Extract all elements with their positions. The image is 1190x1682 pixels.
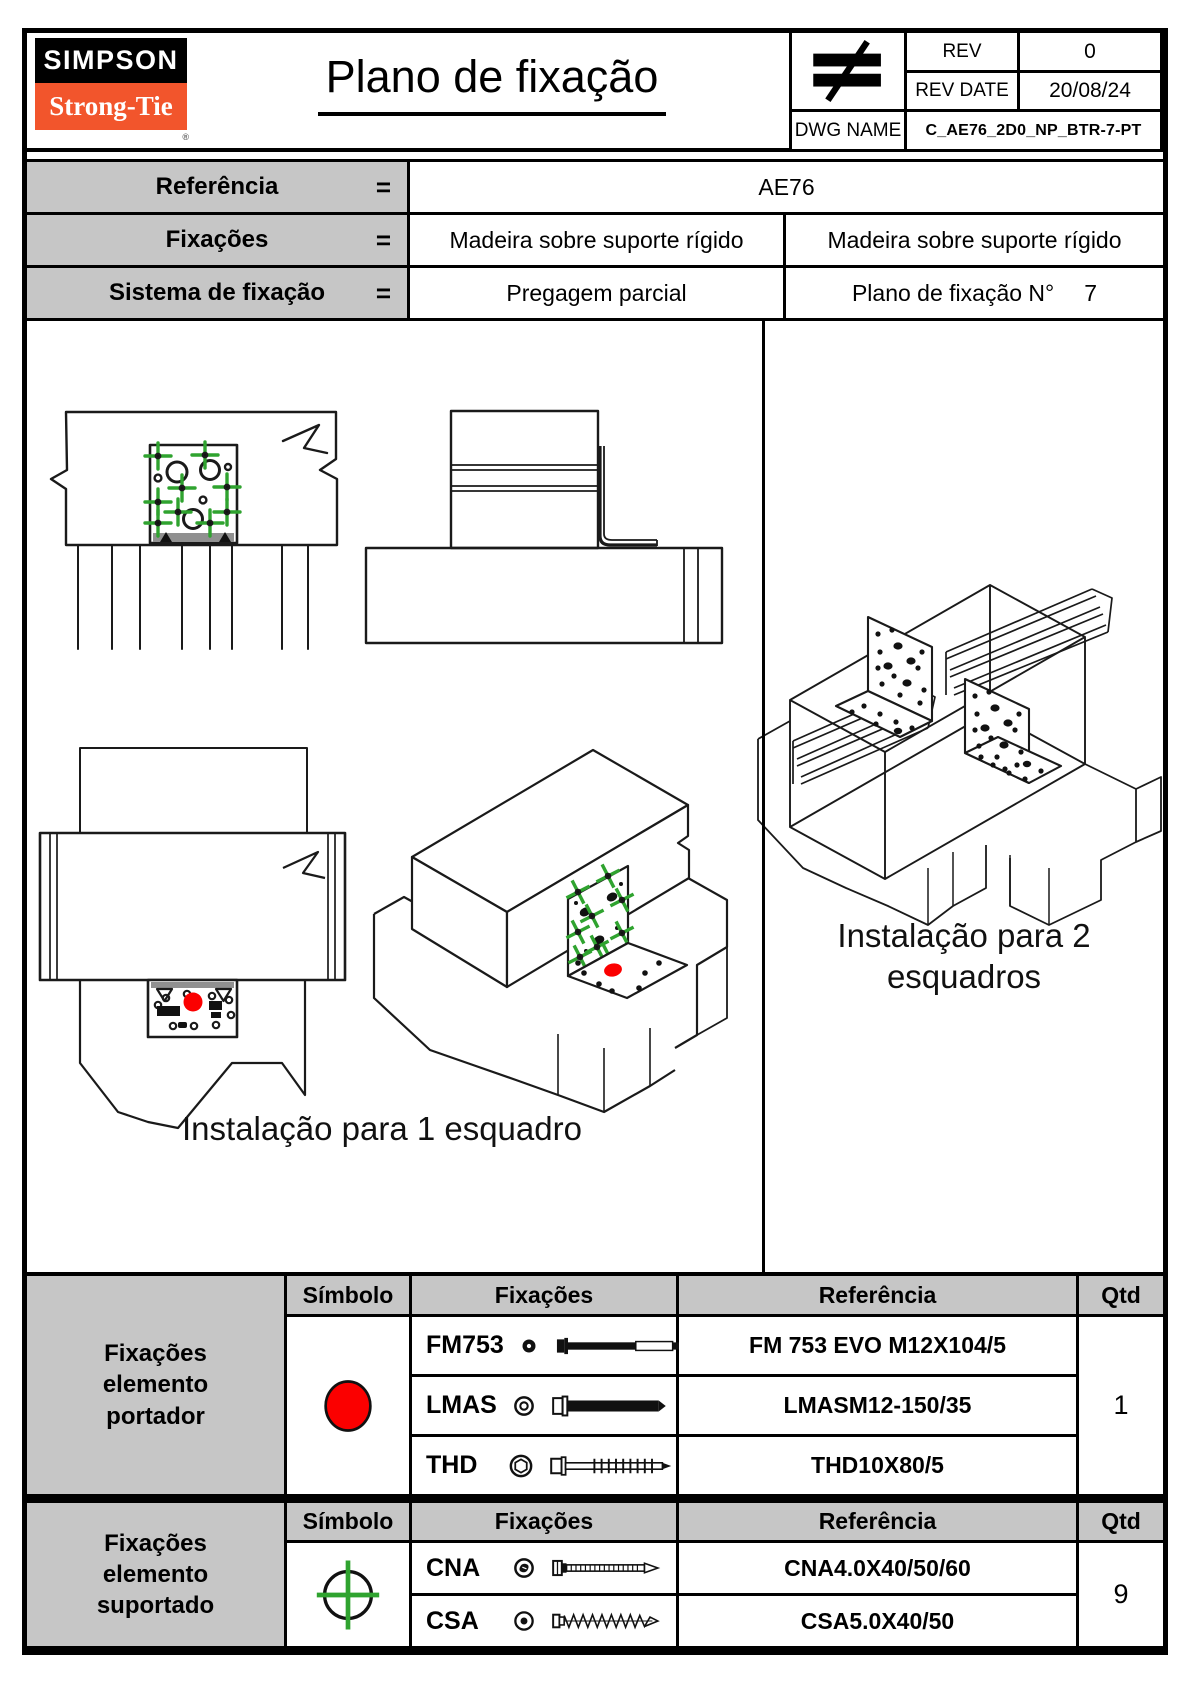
lmas-head-icon (510, 1392, 538, 1420)
group-label-suportado: Fixações elemento suportado (27, 1503, 284, 1646)
header-referencia: Referência (679, 1276, 1076, 1314)
lmas-anchor-icon (550, 1392, 676, 1420)
info-value-fixacoes-left: Madeira sobre suporte rígido (410, 215, 783, 265)
simpson-strongtie-logo (35, 38, 189, 142)
red-circle-symbol-icon (316, 1373, 380, 1439)
qty-portador: 1 (1079, 1317, 1163, 1494)
fixings-table-suportado (27, 1497, 1163, 1650)
qty-suportado: 9 (1079, 1543, 1163, 1646)
reference-cna: CNA4.0X40/50/60 (679, 1543, 1076, 1593)
equals-sign: = (375, 171, 391, 202)
caption-two-brackets: Instalação para 2 esquadros (837, 917, 1091, 996)
cna-head-icon (510, 1554, 538, 1582)
dwg-name-label: DWG NAME (792, 112, 904, 149)
fixing-name: CNA (426, 1553, 481, 1582)
symbol-cell-portador (287, 1317, 409, 1494)
info-value-plan-number: Plano de fixação N° 7 (786, 268, 1163, 318)
fixing-row-csa (412, 1596, 676, 1646)
fixings-table-portador (27, 1272, 1163, 1497)
info-value-referencia: AE76 (410, 162, 1163, 212)
drawing-panel-divider (762, 321, 765, 1272)
logo-simpson: SIMPSON (35, 38, 187, 83)
info-label-fixacoes: Fixações = (27, 215, 407, 265)
reference-csa: CSA5.0X40/50 (679, 1596, 1076, 1646)
equals-sign: = (375, 224, 391, 255)
rev-label: REV (907, 33, 1017, 70)
reference-lmas: LMASM12-150/35 (679, 1377, 1076, 1434)
rev-date-label: REV DATE (907, 73, 1017, 109)
header-referencia: Referência (679, 1503, 1076, 1540)
cna-nail-icon (550, 1554, 676, 1582)
page-title: Plano de fixação (242, 51, 742, 116)
top-view-drawing (40, 748, 345, 1128)
csa-head-icon (510, 1607, 538, 1635)
rev-value: 0 (1020, 33, 1160, 70)
fixing-name: LMAS (426, 1391, 497, 1419)
registered-mark: ® (182, 132, 189, 142)
header-simbolo: Símbolo (287, 1503, 409, 1540)
header-simbolo: Símbolo (287, 1276, 409, 1314)
anchor-position-red-dot (184, 993, 203, 1012)
info-value-sistema: Pregagem parcial (410, 268, 783, 318)
fixing-row-lmas (412, 1377, 676, 1434)
projection-symbol-cell (792, 33, 904, 109)
drawing-area (27, 321, 1163, 1272)
header-qtd: Qtd (1079, 1276, 1163, 1314)
header-band (27, 33, 1163, 152)
fm753-anchor-icon (554, 1332, 694, 1360)
info-table (27, 159, 1163, 321)
iso-one-bracket-drawing (374, 750, 727, 1112)
group-label-portador: Fixações elemento portador (27, 1276, 284, 1494)
sheet-frame (22, 28, 1168, 1655)
fixing-row-fm753 (412, 1317, 676, 1374)
thd-head-icon (506, 1451, 536, 1481)
iso-two-brackets-drawing (758, 585, 1161, 925)
side-view-drawing (366, 411, 722, 643)
equals-sign: = (375, 277, 391, 308)
reference-thd: THD10X80/5 (679, 1437, 1076, 1494)
front-view-drawing (51, 412, 337, 649)
csa-screw-icon (550, 1607, 676, 1635)
info-label-referencia: Referência = (27, 162, 407, 212)
info-label-sistema: Sistema de fixação = (27, 268, 407, 318)
logo-strongtie-text: Strong-Tie (49, 91, 173, 121)
not-equal-icon (800, 39, 896, 103)
fixing-name: THD (426, 1451, 478, 1479)
info-value-fixacoes-right: Madeira sobre suporte rígido (786, 215, 1163, 265)
caption-one-bracket: Instalação para 1 esquadro (182, 1110, 582, 1147)
rev-date-value: 20/08/24 (1020, 73, 1160, 109)
fixing-row-cna (412, 1543, 676, 1593)
header-fixacoes: Fixações (412, 1503, 676, 1540)
dwg-name-value: C_AE76_2D0_NP_BTR-7-PT (907, 112, 1160, 149)
header-fixacoes: Fixações (412, 1276, 676, 1314)
fm753-head-icon (516, 1333, 542, 1359)
plan-number: 7 (1084, 279, 1098, 306)
thd-screw-icon (548, 1451, 676, 1481)
green-crosshair-symbol-icon (312, 1556, 384, 1634)
title-block (789, 33, 1163, 152)
fixing-name: CSA (426, 1606, 479, 1635)
fixing-row-thd (412, 1437, 676, 1494)
symbol-cell-suportado (287, 1543, 409, 1646)
logo-strongtie (35, 83, 189, 142)
reference-fm753: FM 753 EVO M12X104/5 (679, 1317, 1076, 1374)
fixing-name: FM753 (426, 1331, 504, 1359)
header-qtd: Qtd (1079, 1503, 1163, 1540)
